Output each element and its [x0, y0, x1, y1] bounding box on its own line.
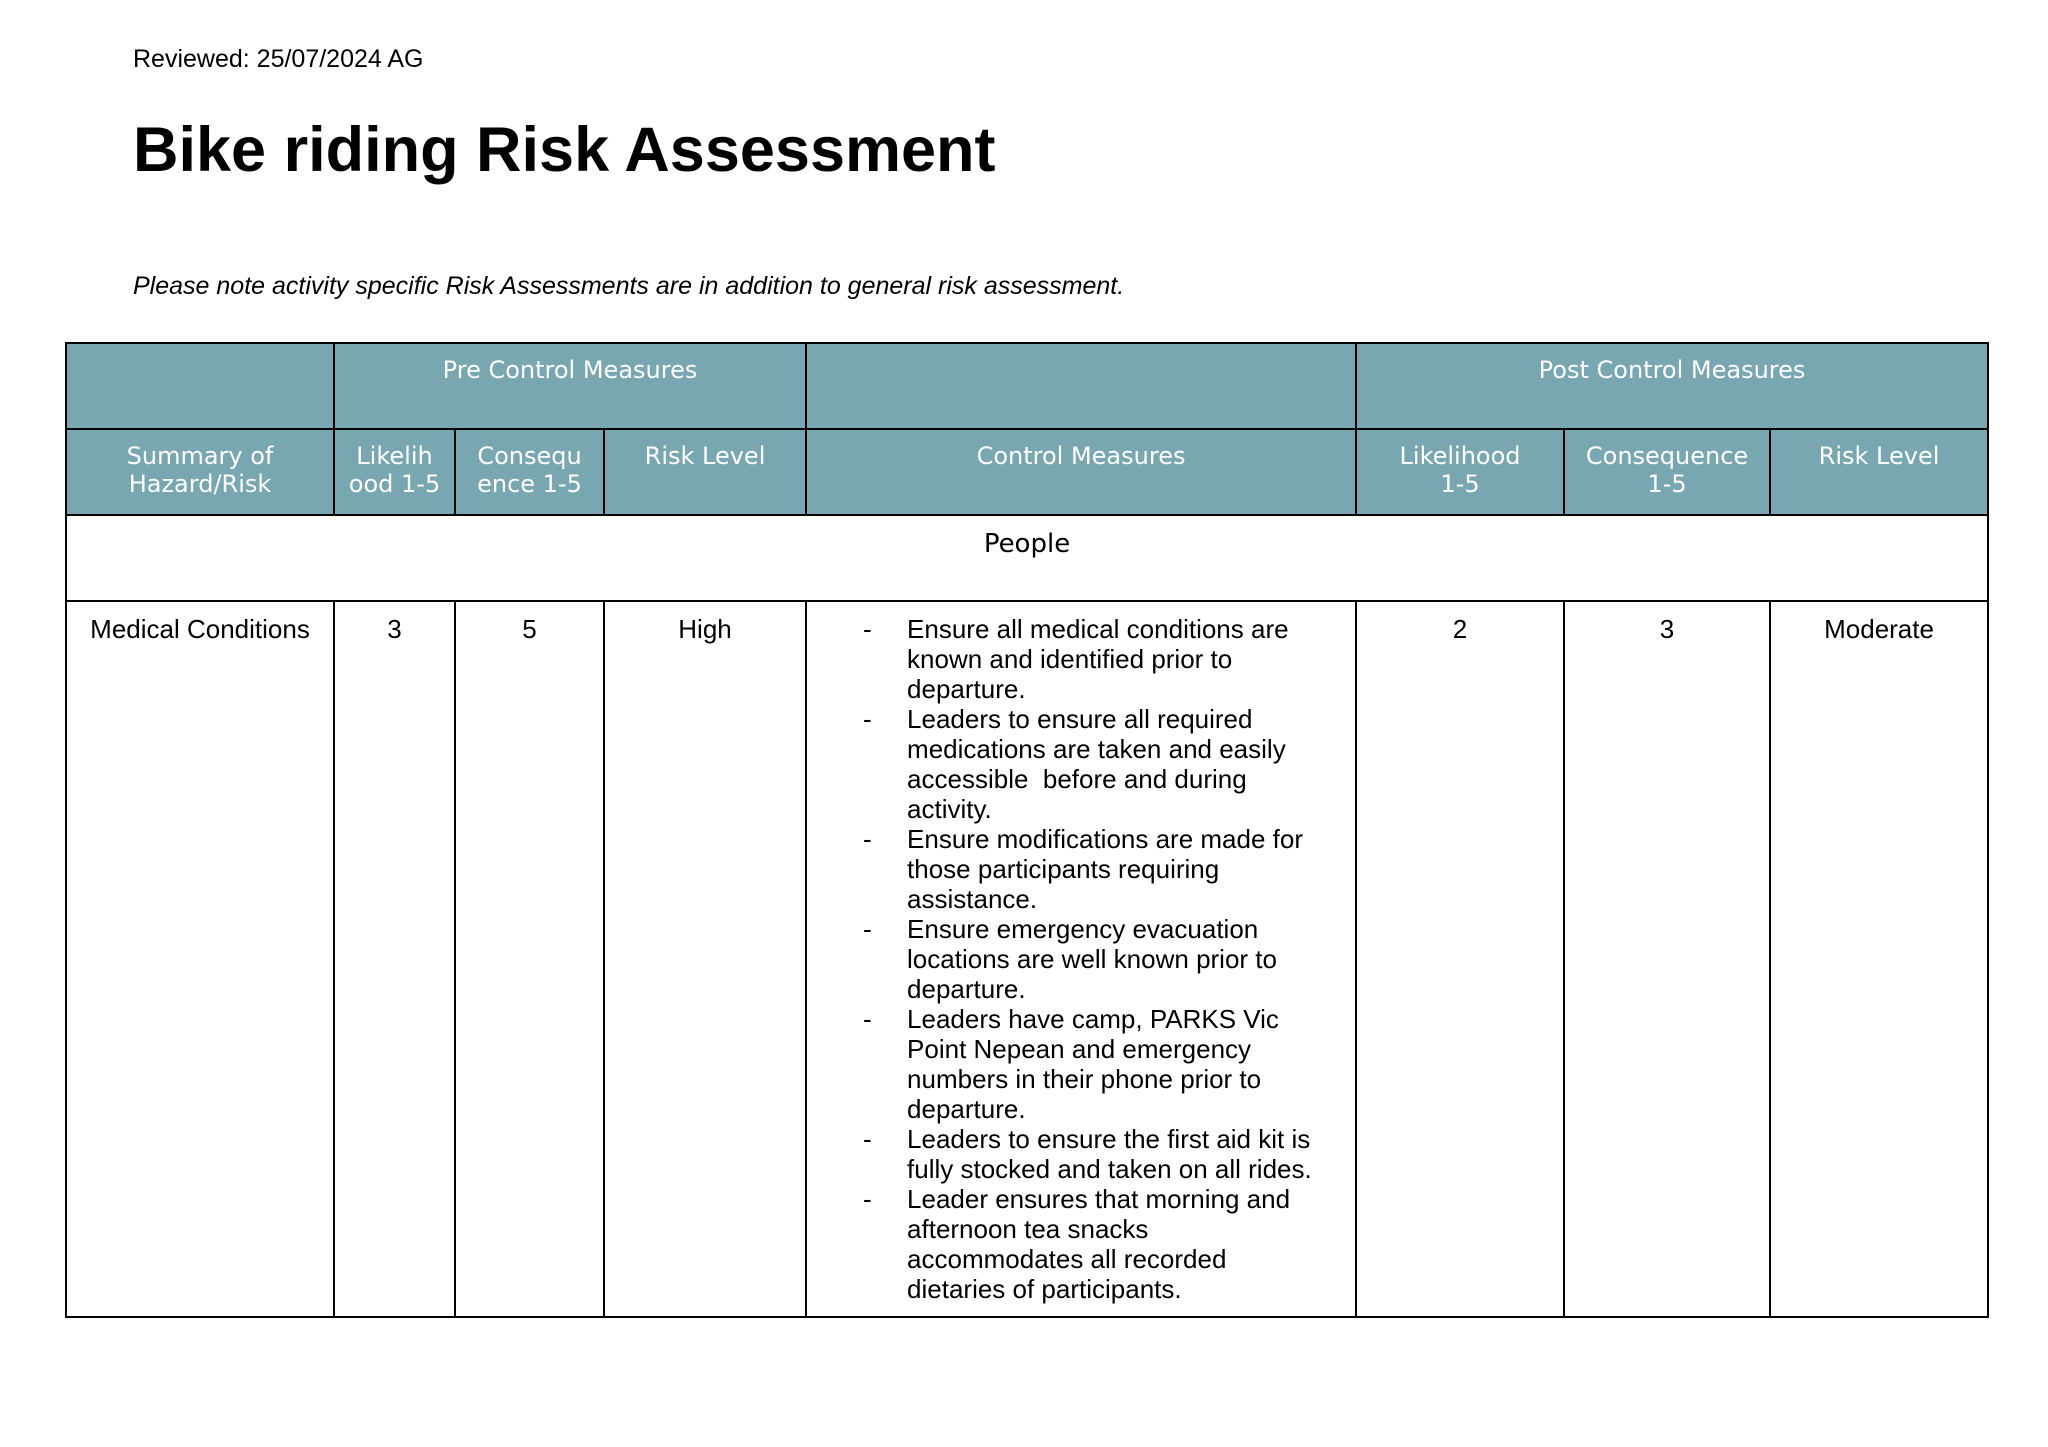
assessment-note: Please note activity specific Risk Assessments are in addition to general risk assessment.	[133, 272, 1125, 300]
dash-bullet: -	[863, 704, 872, 734]
list-item	[807, 1184, 1335, 1304]
list-item	[807, 914, 1335, 1004]
pre-consequence-cell: 5	[455, 601, 604, 1317]
col-pre-consequence-line2: ence 1-5	[477, 470, 582, 498]
measure-line: fully stocked and taken on all rides.	[907, 1154, 1312, 1184]
post-consequence-cell: 3	[1564, 601, 1770, 1317]
section-people-cell	[66, 515, 1988, 601]
col-pre-consequence-line1: Consequ	[477, 442, 582, 470]
dash-bullet: -	[863, 1004, 872, 1034]
table-row	[66, 601, 1988, 1317]
group-header-row	[66, 343, 1988, 429]
measure-line: Leader ensures that morning and	[907, 1184, 1291, 1214]
list-item	[807, 614, 1335, 704]
col-post-likelihood-header	[1356, 429, 1564, 515]
measure-line: Leaders to ensure the first aid kit is	[907, 1124, 1311, 1154]
blank-header-cell	[66, 343, 334, 429]
col-post-consequence-line2: 1-5	[1647, 470, 1687, 498]
measure-line: Ensure emergency evacuation	[907, 914, 1259, 944]
measure-line: assistance.	[907, 884, 1038, 914]
risk-assessment-table	[65, 342, 1989, 1318]
col-control-header	[806, 429, 1356, 515]
col-post-consequence-line1: Consequence	[1585, 442, 1749, 470]
measure-line: afternoon tea snacks	[907, 1214, 1149, 1244]
measure-line: departure.	[907, 974, 1026, 1004]
measure-line: Leaders to ensure all required	[907, 704, 1253, 734]
col-summary-line1: Summary of	[126, 442, 274, 470]
section-people-label: People	[983, 529, 1071, 559]
page-title: Bike riding Risk Assessment	[133, 115, 996, 185]
dash-bullet: -	[863, 1184, 872, 1214]
measure-line: those participants requiring	[907, 854, 1220, 884]
measure-line: accommodates all recorded	[907, 1244, 1227, 1274]
col-pre-likelihood-line2: ood 1-5	[348, 470, 441, 498]
col-post-consequence-header	[1564, 429, 1770, 515]
column-header-row	[66, 429, 1988, 515]
col-pre-likelihood-header	[334, 429, 455, 515]
measure-line: locations are well known prior to	[907, 944, 1277, 974]
control-measures-cell	[806, 601, 1356, 1317]
measure-line: known and identified prior to	[907, 644, 1233, 674]
measure-line: numbers in their phone prior to	[907, 1064, 1262, 1094]
measure-line: Point Nepean and emergency	[907, 1034, 1252, 1064]
pre-likelihood-cell: 3	[334, 601, 455, 1317]
pre-control-label: Pre Control Measures	[442, 356, 698, 384]
control-measures-list	[807, 602, 1355, 1316]
list-item	[807, 1124, 1335, 1184]
post-risk-cell: Moderate	[1770, 601, 1988, 1317]
section-row	[66, 515, 1988, 601]
measure-line: medications are taken and easily	[907, 734, 1286, 764]
measure-line: activity.	[907, 794, 992, 824]
col-summary-header	[66, 429, 334, 515]
pre-control-header	[334, 343, 806, 429]
pre-risk-cell: High	[604, 601, 806, 1317]
list-item	[807, 704, 1335, 824]
measure-line: dietaries of participants.	[907, 1274, 1182, 1304]
col-post-risk-label: Risk Level	[1818, 442, 1940, 470]
col-summary-line2: Hazard/Risk	[128, 470, 272, 498]
list-item	[807, 1004, 1335, 1124]
col-post-likelihood-line1: Likelihood	[1399, 442, 1521, 470]
col-post-risk-header	[1770, 429, 1988, 515]
post-control-header	[1356, 343, 1988, 429]
post-control-label: Post Control Measures	[1538, 356, 1806, 384]
list-item	[807, 824, 1335, 914]
col-pre-risk-label: Risk Level	[644, 442, 766, 470]
measure-line: Ensure all medical conditions are	[907, 614, 1289, 644]
col-control-label: Control Measures	[976, 442, 1186, 470]
post-likelihood-cell: 2	[1356, 601, 1564, 1317]
col-pre-likelihood-line1: Likelih	[356, 442, 433, 470]
col-pre-consequence-header	[455, 429, 604, 515]
hazard-cell: Medical Conditions	[66, 601, 334, 1317]
reviewed-date: Reviewed: 25/07/2024 AG	[133, 45, 424, 73]
blank-control-header-cell	[806, 343, 1356, 429]
dash-bullet: -	[863, 614, 872, 644]
measure-line: departure.	[907, 1094, 1026, 1124]
measure-line: accessible before and during	[907, 764, 1247, 794]
measure-line: Leaders have camp, PARKS Vic	[907, 1004, 1279, 1034]
col-post-likelihood-line2: 1-5	[1440, 470, 1480, 498]
measure-line: departure.	[907, 674, 1026, 704]
dash-bullet: -	[863, 1124, 872, 1154]
dash-bullet: -	[863, 824, 872, 854]
measure-line: Ensure modifications are made for	[907, 824, 1303, 854]
col-pre-risk-header	[604, 429, 806, 515]
dash-bullet: -	[863, 914, 872, 944]
